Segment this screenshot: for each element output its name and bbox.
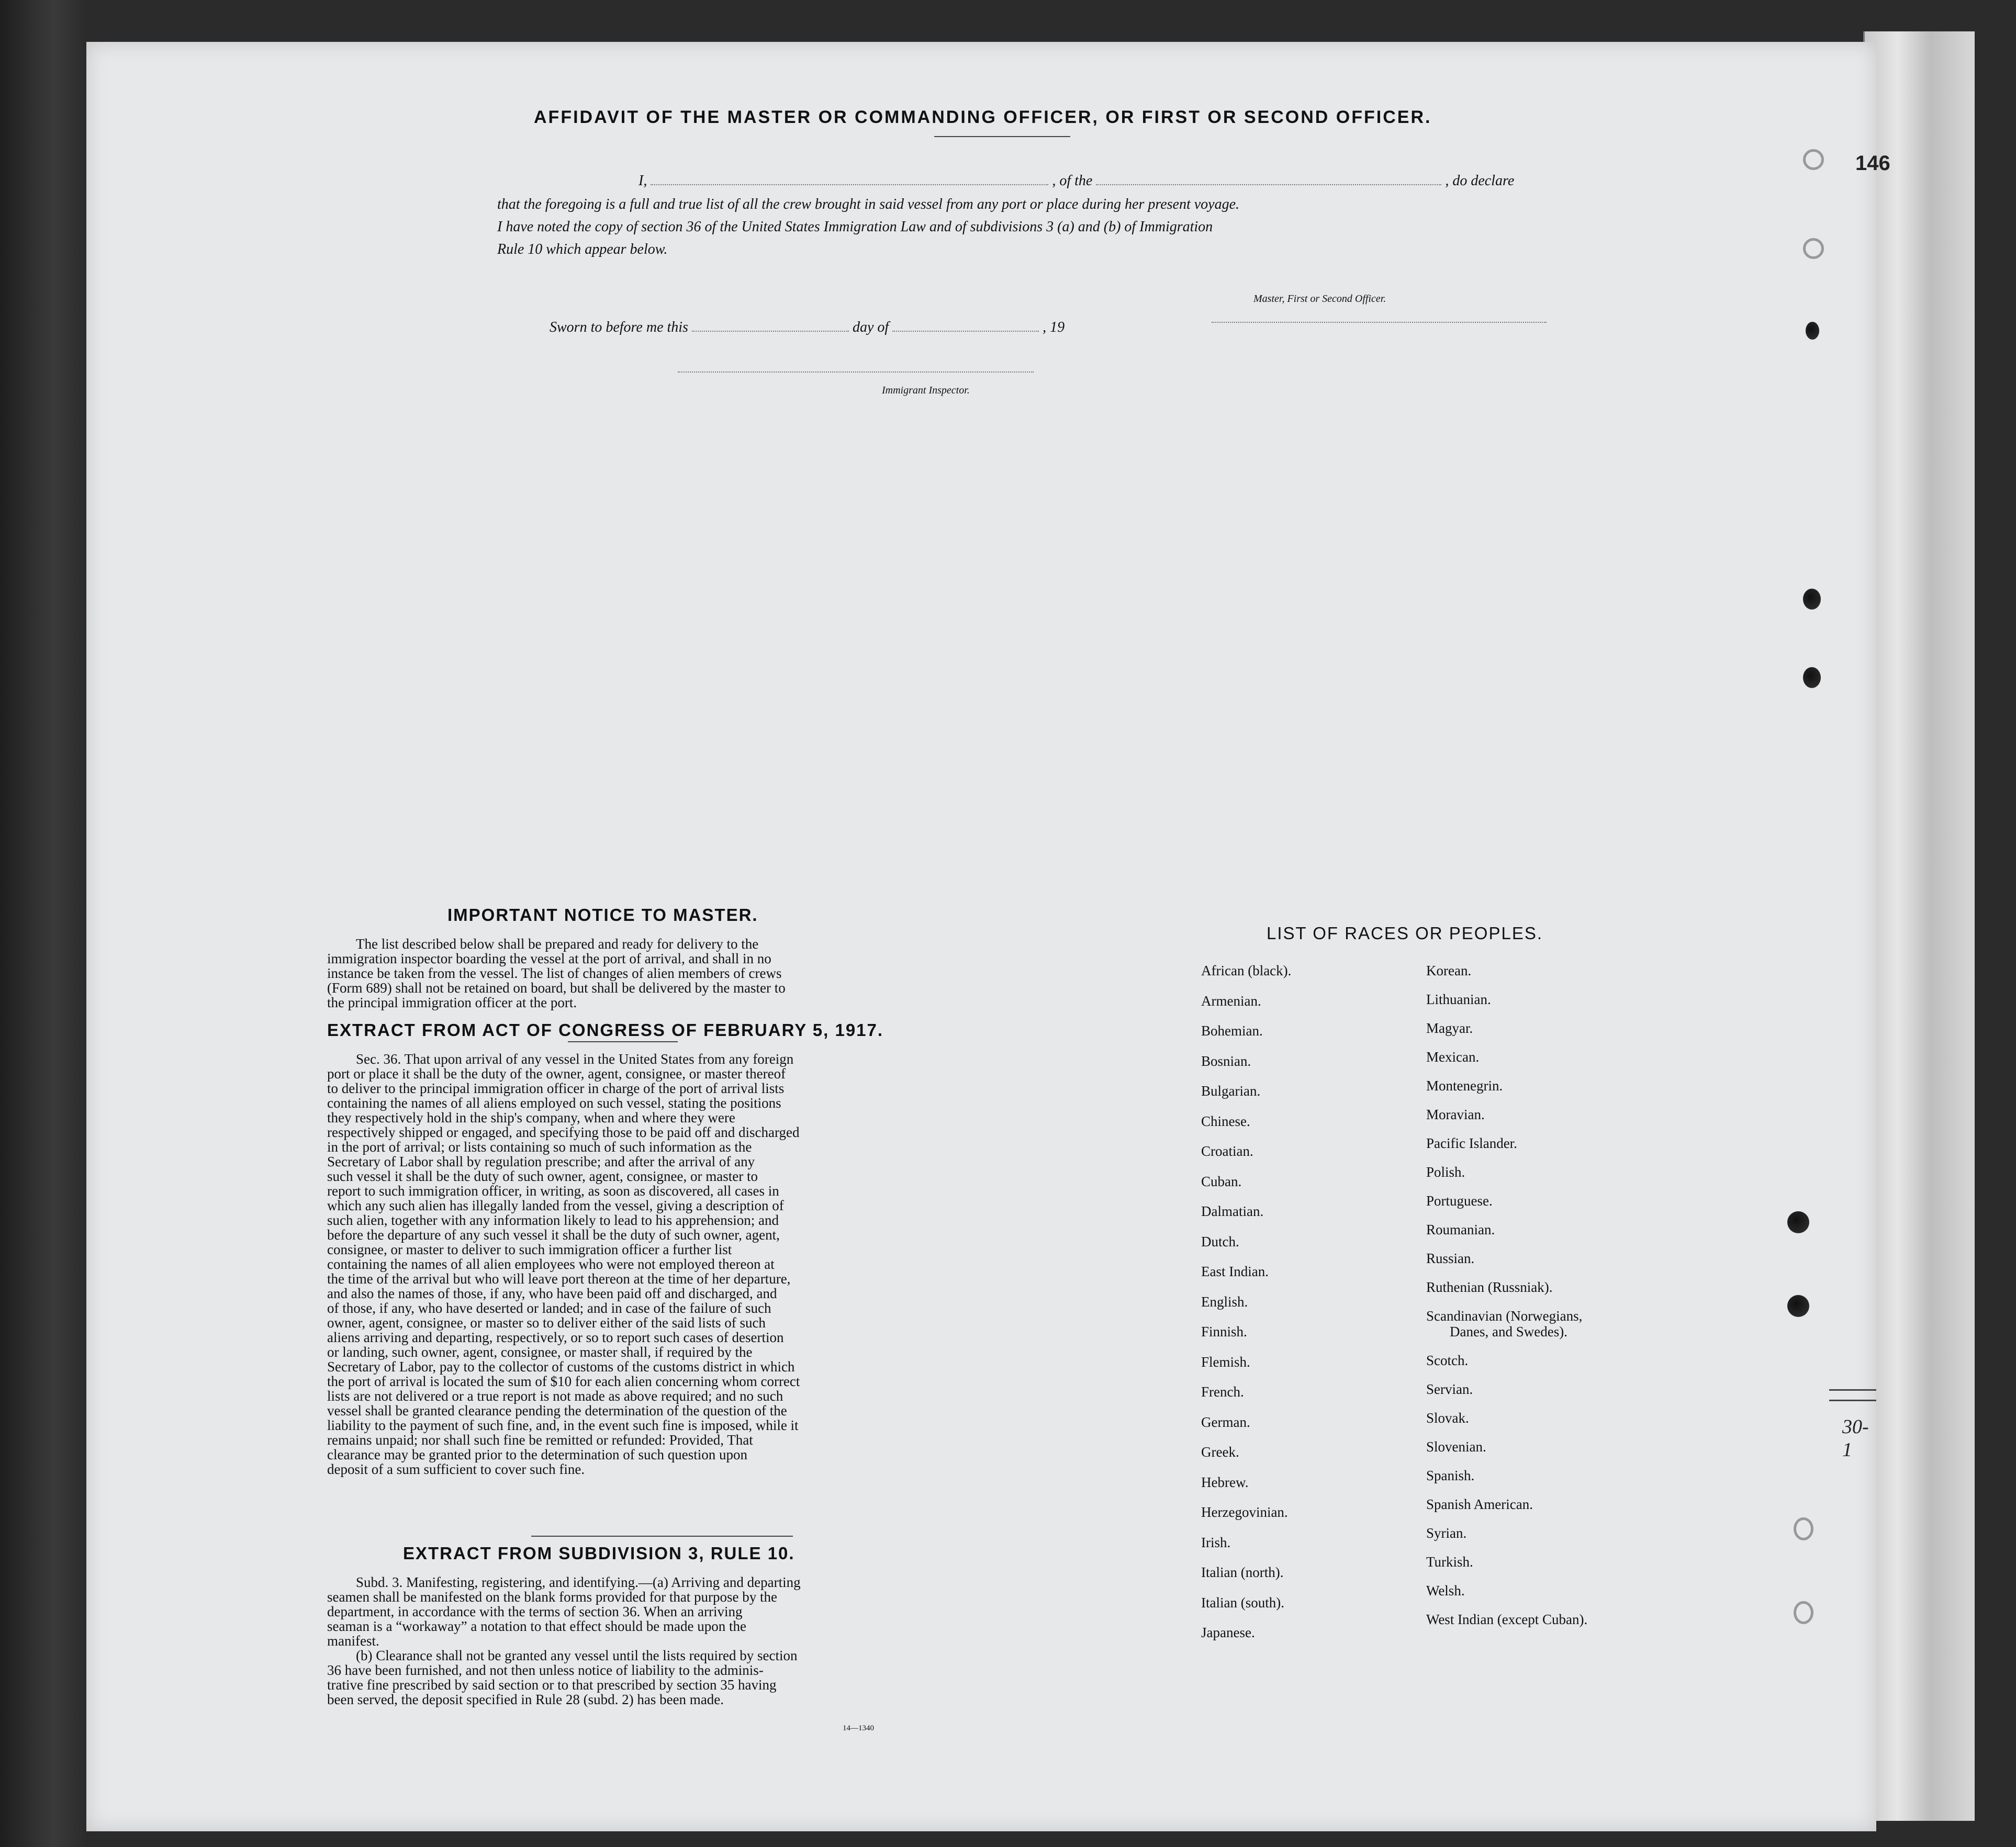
race-item: Bohemian. xyxy=(1201,1023,1263,1039)
binder-hole-icon xyxy=(1803,667,1821,688)
affidavit-line-4: Rule 10 which appear below. xyxy=(497,241,668,257)
page-number: 146 xyxy=(1855,152,1890,175)
race-item: Turkish. xyxy=(1426,1554,1473,1570)
day-of-text: day of xyxy=(852,319,889,335)
act-line: remains unpaid; nor shall such fine be remitted or refunded: Provided, That xyxy=(327,1432,753,1448)
act-line: or landing, such owner, agent, consignee, or master shall, if required by the xyxy=(327,1344,753,1360)
binder-hole-icon xyxy=(1806,322,1819,340)
margin-rule-2 xyxy=(1829,1400,1876,1401)
race-item: Servian. xyxy=(1426,1381,1473,1397)
race-item: Japanese. xyxy=(1201,1625,1255,1640)
act-line: clearance may be granted prior to the determination of such question upon xyxy=(327,1447,747,1462)
notice-line: the principal immigration officer at the port. xyxy=(327,995,577,1010)
race-item: Polish. xyxy=(1426,1164,1465,1180)
act-line: before the departure of any such vessel it shall be the duty of such owner, agent, xyxy=(327,1227,780,1243)
act-line: the port of arrival is located the sum of $10 for each alien concerning whom correct xyxy=(327,1373,800,1389)
race-item: Pacific Islander. xyxy=(1426,1135,1517,1151)
rule-line: seamen shall be manifested on the blank forms provided for that purpose by the xyxy=(327,1589,778,1605)
inspector-signature-line xyxy=(678,371,1034,373)
rule-text xyxy=(327,1575,1010,1707)
act-line: report to such immigration officer, in writing, as soon as discovered, all cases in xyxy=(327,1183,779,1199)
title-underline xyxy=(934,136,1070,137)
race-item: Chinese. xyxy=(1201,1113,1250,1129)
act-line: Secretary of Labor shall by regulation prescribe; and after the arrival of any xyxy=(327,1154,755,1169)
race-item: Korean. xyxy=(1426,963,1472,978)
race-item: Mexican. xyxy=(1426,1049,1480,1065)
affidavit-declare: , do declare xyxy=(1445,173,1515,189)
races-left-column xyxy=(1201,963,1426,1655)
notice-line: The list described below shall be prepared and ready for delivery to the xyxy=(356,936,759,952)
race-item: Croatian. xyxy=(1201,1143,1253,1159)
race-item: West Indian (except Cuban). xyxy=(1426,1612,1588,1627)
rule-line: trative fine prescribed by said section or to that prescribed by section 35 having xyxy=(327,1677,777,1693)
act-line: respectively shipped or engaged, and specifying those to be paid off and discharged xyxy=(327,1124,800,1140)
race-item: Montenegrin. xyxy=(1426,1078,1503,1094)
race-item: Spanish American. xyxy=(1426,1496,1533,1512)
act-line: port or place it shall be the duty of the owner, agent, consignee, or master thereof xyxy=(327,1066,786,1082)
notice-line: immigration inspector boarding the vessel at the port of arrival, and shall in no xyxy=(327,951,771,966)
rule-line: seaman is a “workaway” a notation to that effect should be made upon the xyxy=(327,1618,746,1634)
rule-line: 36 have been furnished, and not then unless notice of liability to the adminis- xyxy=(327,1662,764,1678)
race-item: Slovak. xyxy=(1426,1410,1469,1426)
rule-line: department, in accordance with the terms of section 36. When an arriving xyxy=(327,1604,743,1619)
notice-text xyxy=(327,937,1010,1010)
affidavit-i: I, xyxy=(639,173,647,189)
race-item: Magyar. xyxy=(1426,1020,1473,1036)
month-blank xyxy=(892,331,1039,332)
races-title: LIST OF RACES OR PEOPLES. xyxy=(1267,924,1543,943)
rule-title: EXTRACT FROM SUBDIVISION 3, RULE 10. xyxy=(403,1544,795,1563)
affidavit-title: AFFIDAVIT OF THE MASTER OR COMMANDING OFFICER, OR FIRST OR SECOND OFFICER. xyxy=(534,107,1432,127)
notice-line: (Form 689) shall not be retained on board, but shall be delivered by the master to xyxy=(327,980,786,996)
race-item: Slovenian. xyxy=(1426,1439,1486,1455)
race-item: Hebrew. xyxy=(1201,1474,1249,1490)
binder-hole-icon xyxy=(1803,238,1824,259)
race-item: Cuban. xyxy=(1201,1173,1242,1189)
race-item: Russian. xyxy=(1426,1251,1475,1266)
race-item: African (black). xyxy=(1201,963,1292,978)
act-line: Sec. 36. That upon arrival of any vessel in the United States from any foreign xyxy=(356,1051,794,1067)
race-item: Ruthenian (Russniak). xyxy=(1426,1279,1553,1295)
act-line: containing the names of all aliens employed on such vessel, stating the positions xyxy=(327,1095,781,1111)
race-item: English. xyxy=(1201,1293,1248,1310)
act-line: such alien, together with any information likely to lead to his apprehension; and xyxy=(327,1212,779,1228)
race-item: Danes, and Swedes). xyxy=(1450,1324,1567,1339)
race-item: Italian (north). xyxy=(1201,1564,1284,1580)
affidavit-line-2: that the foregoing is a full and true list of all the crew brought in said vessel from any port or place during her present voyage. xyxy=(497,196,1240,212)
race-item: Lithuanian. xyxy=(1426,992,1491,1007)
race-item: Spanish. xyxy=(1426,1468,1475,1483)
day-blank xyxy=(692,331,849,332)
act-line: lists are not delivered or a true report is not made as above required; and no such xyxy=(327,1388,783,1404)
master-signature-line xyxy=(1212,322,1547,323)
rule-line: Subd. 3. Manifesting, registering, and identifying.—(a) Arriving and departing xyxy=(356,1574,801,1590)
race-item: Moravian. xyxy=(1426,1107,1485,1122)
race-item: French. xyxy=(1201,1384,1244,1400)
binder-edge xyxy=(0,0,89,1847)
master-caption: Master, First or Second Officer. xyxy=(1253,293,1386,305)
race-item: Roumanian. xyxy=(1426,1222,1495,1237)
race-item: Armenian. xyxy=(1201,993,1261,1009)
act-line: to deliver to the principal immigration officer in charge of the port of arrival lists xyxy=(327,1080,785,1096)
sworn-text: Sworn to before me this xyxy=(550,319,688,335)
race-item: Flemish. xyxy=(1201,1354,1250,1370)
act-line: in the port of arrival; or lists containing so much of such information as the xyxy=(327,1139,752,1155)
year-text: , 19 xyxy=(1043,319,1065,335)
act-line: of those, if any, who have deserted or landed; and in case of the failure of such xyxy=(327,1300,771,1316)
race-item: Irish. xyxy=(1201,1534,1231,1550)
act-line: and also the names of those, if any, who have been paid off and discharged, and xyxy=(327,1286,777,1301)
act-line: aliens arriving and departing, respectively, or so to report such cases of desertion xyxy=(327,1330,784,1345)
race-item: Dutch. xyxy=(1201,1233,1239,1249)
act-text xyxy=(327,1052,1010,1477)
rule-divider xyxy=(531,1536,793,1537)
sworn-line xyxy=(550,319,1065,336)
rule-line: (b) Clearance shall not be granted any vessel until the lists required by section xyxy=(356,1648,798,1663)
act-line: containing the names of all alien employees who were not employed thereon at xyxy=(327,1256,775,1272)
inspector-caption: Immigrant Inspector. xyxy=(882,385,970,396)
binder-hole-icon xyxy=(1787,1211,1809,1233)
race-item: East Indian. xyxy=(1201,1264,1269,1279)
underlying-pages xyxy=(1863,31,1975,1821)
vessel-blank xyxy=(1096,184,1441,185)
races-right-column xyxy=(1426,963,1719,1640)
race-item: Herzegovinian. xyxy=(1201,1504,1288,1520)
binder-hole-icon xyxy=(1794,1517,1813,1540)
act-line: Secretary of Labor, pay to the collector of customs of the customs district in which xyxy=(327,1359,795,1375)
act-line: the time of the arrival but who will leave port thereon at the time of her departure, xyxy=(327,1271,791,1287)
race-item: Greek. xyxy=(1201,1444,1239,1460)
act-line: they respectively hold in the ship's company, when and where they were xyxy=(327,1110,735,1125)
binder-hole-icon xyxy=(1803,149,1824,170)
binder-hole-icon xyxy=(1803,589,1821,610)
document-page xyxy=(86,42,1890,1831)
name-blank xyxy=(651,184,1048,185)
race-item: Finnish. xyxy=(1201,1324,1247,1339)
act-underline xyxy=(568,1041,678,1042)
rule-line: manifest. xyxy=(327,1633,379,1649)
act-line: owner, agent, consignee, or master so to deliver either of the said lists of such xyxy=(327,1315,766,1331)
form-code: 14—1340 xyxy=(843,1724,874,1732)
act-line: vessel shall be granted clearance pending the determination of the question of the xyxy=(327,1403,787,1418)
affidavit-line-3: I have noted the copy of section 36 of the United States Immigration Law and of subdivisions 3 (a) and (b) of Immigration xyxy=(497,219,1213,235)
binder-hole-icon xyxy=(1787,1295,1809,1317)
race-item: Bosnian. xyxy=(1201,1053,1251,1069)
race-item: Bulgarian. xyxy=(1201,1083,1261,1099)
margin-rule-1 xyxy=(1829,1389,1876,1391)
race-item: Scandinavian (Norwegians, xyxy=(1426,1308,1583,1324)
notice-line: instance be taken from the vessel. The list of changes of alien members of crews xyxy=(327,965,782,981)
race-item: Italian (south). xyxy=(1201,1594,1284,1611)
affidavit-of-the: , of the xyxy=(1052,173,1093,189)
race-item: Welsh. xyxy=(1426,1583,1465,1598)
act-line: liability to the payment of such fine, and, in the event such fine is imposed, while it xyxy=(327,1417,799,1433)
binder-hole-icon xyxy=(1794,1601,1813,1624)
act-line: consignee, or master to deliver to such immigration officer a further list xyxy=(327,1242,732,1257)
race-item: Scotch. xyxy=(1426,1353,1469,1368)
race-item: German. xyxy=(1201,1414,1250,1430)
act-line: which any such alien has illegally landed from the vessel, giving a description of xyxy=(327,1198,784,1213)
act-line: deposit of a sum sufficient to cover such fine. xyxy=(327,1461,585,1477)
race-item: Portuguese. xyxy=(1426,1193,1493,1209)
act-title: EXTRACT FROM ACT OF CONGRESS OF FEBRUARY 5, 1917. xyxy=(327,1020,884,1040)
rule-line: been served, the deposit specified in Rule 28 (subd. 2) has been made. xyxy=(327,1692,724,1707)
notice-title: IMPORTANT NOTICE TO MASTER. xyxy=(447,905,758,925)
act-line: such vessel it shall be the duty of such owner, agent, consignee, or master to xyxy=(327,1168,758,1184)
race-item: Syrian. xyxy=(1426,1525,1467,1541)
margin-note: 30-1 xyxy=(1842,1416,1869,1461)
race-item: Dalmatian. xyxy=(1201,1203,1264,1219)
affidavit-line-1 xyxy=(552,173,1578,189)
